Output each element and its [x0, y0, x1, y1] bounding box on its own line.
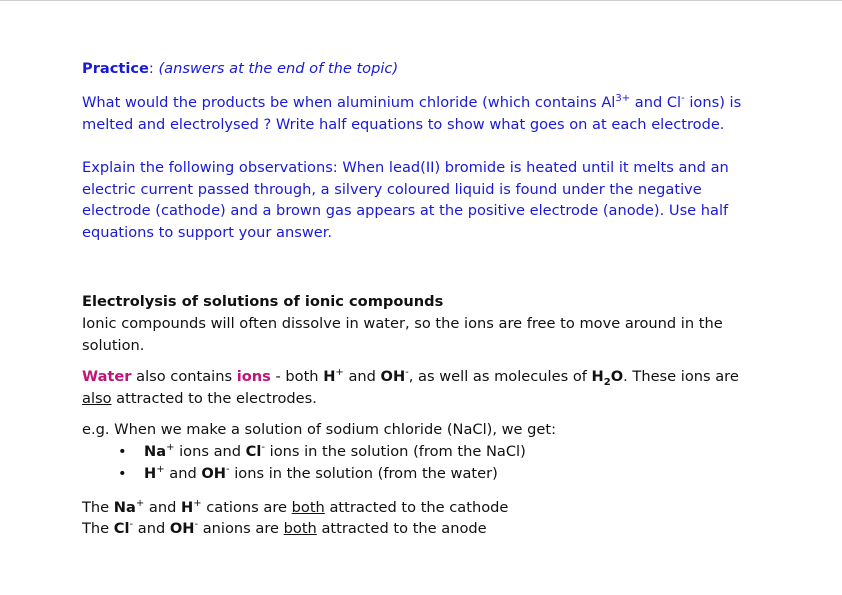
ion-bullet-list [82, 441, 762, 484]
h2o-h: H [591, 368, 604, 385]
line-text: The [82, 499, 114, 516]
q1-cl-charge: - [681, 93, 685, 105]
practice-question-2: Explain the following observations: When lead(II) bromide is heated until it melts and an electric current passed through, a silvery coloured liquid is found under the negative electrode (cathode) and a brown gas appears at the positive electrode (anode). Use half equations to support your answer. [82, 159, 729, 241]
q1-al-charge: 3+ [615, 93, 631, 105]
na-charge: + [166, 442, 175, 454]
h-charge: + [156, 463, 165, 475]
oh-charge: - [225, 463, 230, 475]
practice-colon: : [148, 60, 154, 77]
oh-ion: OH [169, 520, 195, 537]
anions-line [82, 518, 762, 540]
h-charge: + [193, 498, 202, 510]
section-title: Electrolysis of solutions of ionic compounds [82, 293, 444, 310]
both-word: both [283, 520, 317, 537]
cl-ion: Cl [113, 520, 130, 537]
both-text: - both [270, 368, 324, 385]
line-text: attracted to the anode [316, 520, 487, 537]
these-text: . These ions are [623, 368, 739, 385]
h-charge: + [335, 367, 344, 379]
water-word: Water [82, 368, 132, 385]
line-text: The [82, 520, 114, 537]
cl-ion: Cl [245, 443, 262, 460]
h-ion: H [180, 499, 194, 516]
h2o-o: O [610, 368, 624, 385]
na-charge: + [135, 498, 145, 510]
bullet-item-water [82, 463, 762, 485]
oh-ion: OH [201, 464, 226, 482]
practice-label: Practice [82, 60, 149, 77]
molecules-text: , as well as molecules of [408, 368, 592, 385]
bullet-rest: ions in the solution (from the NaCl) [265, 443, 526, 460]
section-intro: Ionic compounds will often dissolve in water, so the ions are free to move around in the solution. [82, 315, 723, 354]
line-text: and [133, 520, 170, 537]
line-text: cations are [201, 499, 292, 516]
also-contains: also contains [131, 368, 237, 385]
bullet-item-nacl [82, 441, 762, 463]
cl-charge: - [129, 519, 134, 531]
practice-note: (answers at the end of the topic) [158, 60, 399, 77]
q1-text-a: What would the products be when aluminium chloride (which contains Al [82, 94, 616, 111]
line-text: attracted to the cathode [324, 499, 509, 516]
na-ion: Na [144, 443, 167, 460]
oh-charge: - [194, 519, 199, 531]
line-text: and [144, 499, 181, 516]
na-ion: Na [113, 499, 136, 516]
ions-word: ions [236, 368, 271, 385]
cations-line [82, 497, 762, 519]
oh-ion: OH [380, 368, 406, 385]
line-text: anions are [198, 520, 284, 537]
also-word: also [82, 389, 112, 407]
bullet-mid: ions and [174, 443, 246, 460]
h-ion: H [323, 368, 336, 385]
and-text: and [343, 368, 381, 385]
cl-charge: - [261, 442, 265, 454]
q1-text-b: and Cl [630, 94, 682, 111]
water-paragraph [82, 366, 762, 409]
practice-question-1 [82, 92, 762, 135]
top-divider [0, 0, 842, 1]
attracted-text: attracted to the electrodes. [111, 389, 317, 407]
example-line: e.g. When we make a solution of sodium chloride (NaCl), we get: [82, 421, 557, 438]
h-ion: H [144, 464, 157, 482]
h2o-subscript: 2 [603, 376, 611, 388]
practice-heading [82, 58, 762, 80]
both-word: both [291, 499, 325, 516]
oh-charge: - [405, 367, 409, 379]
bullet-mid: and [164, 464, 202, 482]
q1-text-c: ions) is melted and electrolysed ? Write half equations to show what goes on at each electrode. [82, 94, 742, 133]
bullet-rest: ions in the solution (from the water) [229, 464, 498, 482]
